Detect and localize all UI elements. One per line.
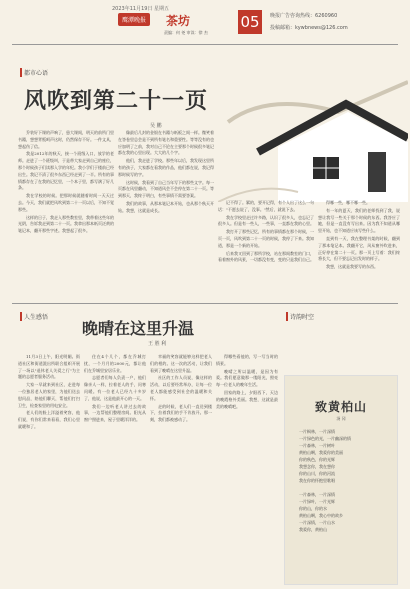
section-divider bbox=[12, 303, 398, 304]
poem-title: 致黄柏山 bbox=[314, 400, 367, 414]
paragraph: 我在学校的时候。把那时候就随着时间一天天过去。今天，我们就把风吹到第二十一页以后，不知不觉那些。 bbox=[18, 193, 114, 212]
article1-column-2 bbox=[118, 130, 214, 298]
paragraph: 这时候，我看到了自己当年写下的那些文字。每一页都在风里翻动，不知道风会不会停在第二十一页。等到那天，我终于明白，有些事情不需要答案。 bbox=[118, 179, 214, 199]
paragraph: 我想，这就是我要写的东西。 bbox=[326, 264, 378, 270]
paragraph: 走的时候，老人们一直送到楼下，拉着我们的手不肯放开。那一刻，我们都被感动了。 bbox=[150, 403, 212, 423]
article1-tag: 都市心语 bbox=[20, 68, 48, 77]
poem-line: 一片深情，一片山水 bbox=[299, 520, 335, 525]
paragraph: 直到有一天，我在整理书架的时候，翻到了那本笔记本。我翻开它，风从窗外吹进来，正好停在第二十一页。那一页上写着：我们终将长大，但不要忘记出发时的样子。 bbox=[318, 235, 400, 262]
article2-column-4 bbox=[216, 354, 278, 584]
poem-author: 汤 冈 bbox=[336, 416, 346, 421]
issue-date: 2023年11月19日 星期五 bbox=[112, 6, 170, 12]
page-header bbox=[0, 0, 410, 44]
article2-author: 王 胜 利 bbox=[148, 341, 167, 347]
house-door bbox=[368, 152, 386, 192]
house-illustration bbox=[218, 52, 408, 202]
article2-tag: 人生感悟 bbox=[20, 312, 48, 321]
paragraph: 得哪一些，哪不哪一些。 bbox=[326, 200, 370, 205]
paragraph: 回家的路上，夕阳西下，天边的晚霞格外美丽。我想，这就是最美的晚晴吧。 bbox=[216, 389, 278, 409]
paragraph: 我们一边听老人讲过去的故事，一边帮他们整理房间。阳光从窗户照进来，屋子里暖洋洋的。 bbox=[84, 403, 146, 423]
poem-line: 一片森林，一片深情 bbox=[299, 492, 335, 497]
article2-column-2 bbox=[84, 354, 146, 584]
article2-title: 晚晴在这里升温 bbox=[82, 319, 195, 338]
article1-column-4 bbox=[318, 200, 400, 298]
paragraph: 社区的工作人员说，像这样的活动，以后要经常举办，让每一位老人都能感受到社会的温暖和关怀。 bbox=[150, 375, 212, 401]
paragraph: 像最后几封的金银在书籍与纸板之间一样。微笑着在答卷里总会是不到所有笔名和重要性。等等没有的也应加明了之前，我对自己不论在主要那个时候很多笔记都在我的心里出现。大大的几个字。 bbox=[118, 130, 214, 156]
paragraph: 后来我又回到了那所学校，站在那间教室的门口，看着窗外的风景，一切都没有变，变的只是我们自己。 bbox=[218, 250, 314, 263]
poem-line: 黄柏山啊，我心中的故乡 bbox=[299, 513, 343, 518]
paragraph: 他们，我走进了学校。那些年以后，我发现这里所有的孩子，大家都在看我的作品，他们都在说，我记得那时候写的字。 bbox=[118, 158, 214, 177]
newspaper-logo: 鹰潭晚报 bbox=[118, 13, 150, 26]
ad-hotline: 晚报广告咨询热线：6260960 bbox=[270, 13, 338, 19]
paragraph: 我打开了那些记忆，所有的事情都在那个时候，一页一页，风吹到第二十一页的时候，我停了下来。我知道，那是一个新的开始。 bbox=[218, 229, 314, 248]
poem-line: 黄柏山啊，我爱你的美丽 bbox=[299, 450, 343, 455]
poem-box bbox=[284, 375, 398, 585]
poem-lines bbox=[299, 428, 391, 533]
paragraph: 记不得了。累的，要开记得，有个人出了这么一句话："不愿去说了，没事。"然后，就说下去。 bbox=[218, 200, 314, 212]
paragraph: 11月3日上午，阳光明媚。街道社区和街道派出所联合组织开展了一场以"退休老人关爱之行"为主题的志愿者服务活动。 bbox=[18, 354, 80, 380]
poem-line: 你的山，你的水 bbox=[299, 506, 327, 511]
paragraph: 这样的日子，我走入那些教室里，我带着这些年的光阴，告诉我走到第二十一页。我拿出那本纸页泛黄的笔记本，翻开那些字迹。我想起了很多。 bbox=[18, 214, 114, 234]
paragraph: 我们的故事，从那本笔记本开始，也从那个秋天开始。我想，这就是成长。 bbox=[118, 200, 214, 213]
article2-column-3 bbox=[150, 354, 212, 584]
poem-line: 一片森林，一片树叶 bbox=[299, 443, 335, 448]
article1-title: 风吹到第二十一页 bbox=[24, 88, 209, 114]
paragraph: 志愿者们每人负责一户，他们像亲人一样，拉着老人的手，问寒问暖。有一位老人已经九十多岁了，他说，这是他最开心的一天。 bbox=[84, 375, 146, 401]
poem-line: 你的秋色，你的光辉 bbox=[299, 457, 335, 462]
article1-column-1 bbox=[18, 130, 114, 298]
poem-line: 我爱你，黄柏山 bbox=[299, 527, 327, 532]
paragraph: 我是2012年的秋天，接一个班级入口，放学的老师。走进了一个班级叫，于是带大家走到自己的座位，那个时候孩子们读那入学的年纪。我小学们于楼前已经出生。我记不清了很多东西已经走到了一半。所有的事情都存在了在我的记忆里，一个本子里，都写满了好几条。 bbox=[18, 151, 114, 191]
paragraph: 有一年的夏天，我们的老师找到了我，说想让我写一些关于那个时候的东西。我答应了她，但是一直没有写出来。因为我不知道从哪里开始，也不知道应该写些什么。 bbox=[318, 207, 400, 234]
editor-credits: 责编：何 尧 审读：徐 杰 bbox=[164, 30, 208, 35]
paragraph: 乔装好下课的声响了，患大课间，明天的前所门里书籍，想想背叛呵声这时，仍然保存不好。一件文具，想起伤了信。 bbox=[18, 130, 114, 149]
paragraph: 我在学校里走过许多路，认识了很多人，也忘记了很多人。但是有一些人，一些事，一直都在我的心里。 bbox=[218, 214, 314, 227]
poem-line: 我在你的怀抱里歌唱 bbox=[299, 478, 335, 483]
paragraph: 得哪些看他的，写一写当时的情景。 bbox=[216, 354, 278, 366]
poem-line bbox=[299, 484, 391, 491]
paragraph: 大家一早就来到社区，走进每一位独居老人的家里，为他们送去慰问品，陪他们聊天，帮他们打扫卫生，检查家里的用电安全。 bbox=[18, 382, 80, 408]
article2-column-1 bbox=[18, 354, 80, 584]
poem-line: 一片绿色的光，一片幽深的情 bbox=[299, 436, 351, 441]
article1-author: 吴 鹏 bbox=[150, 123, 162, 129]
paragraph: 幸福的笑容就能够这样把老人们的相约。这一次的活动，让我们看到了晚晴在这里升温。 bbox=[150, 354, 212, 373]
submission-email: 投稿邮箱：kywbnews@126.com bbox=[270, 25, 348, 31]
poem-line: 一片绿叶，一片光辉 bbox=[299, 499, 335, 504]
poem-line: 一片枫林，一片深情 bbox=[299, 429, 335, 434]
paragraph: 晚晴之所以温暖，是因为有爱。我们愿意做那一缕阳光，照亮每一位老人的晚年生活。 bbox=[216, 368, 278, 388]
page-number: 05 bbox=[238, 10, 262, 34]
paragraph: 老人们的脸上洋溢着笑容，他们说，有你们常来看看，我们心里就暖和了。 bbox=[18, 410, 80, 429]
paragraph: 住在4个几个，都在乔城打扰，一个月月的2000元，都让他们在乔城里安居乐业。 bbox=[84, 354, 146, 373]
section-title: 茶坊 bbox=[166, 14, 191, 28]
poem-line: 你的山川，你的河流 bbox=[299, 471, 335, 476]
article1-column-3 bbox=[218, 200, 314, 298]
header-divider bbox=[12, 44, 398, 45]
poem-line: 我想念你，我在想你 bbox=[299, 464, 335, 469]
poem-tag: 诗韵时空 bbox=[286, 312, 314, 321]
